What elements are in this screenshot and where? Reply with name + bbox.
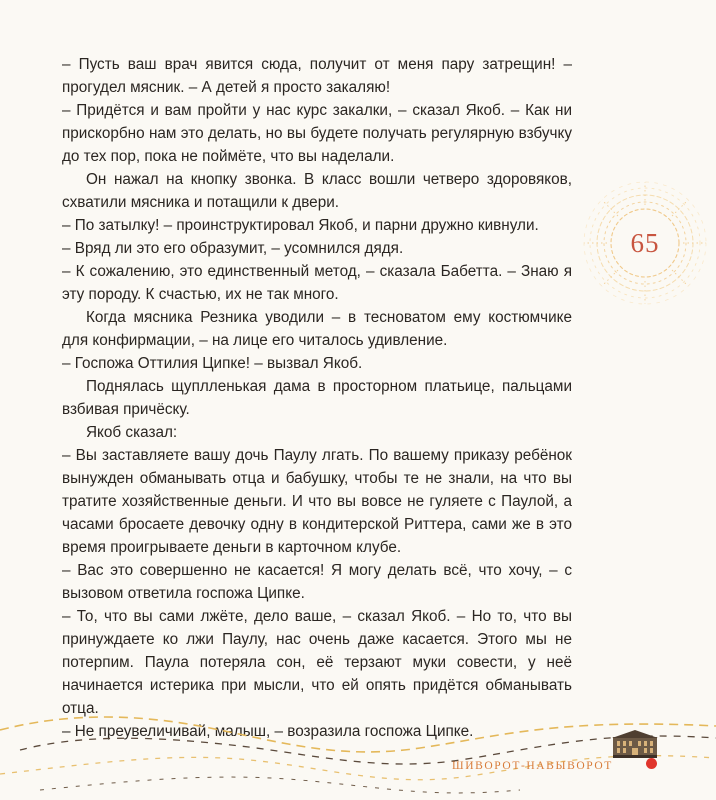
- paragraph: Поднялась щуплленькая дама в просторном платьице, пальцами взбивая причёску.: [62, 378, 572, 418]
- paragraph: – К сожалению, это единственный метод, – сказала Бабетта. – Знаю я эту породу. К счастью, их не так много.: [62, 263, 572, 303]
- building-icon: [612, 730, 658, 758]
- paragraph: – Госпожа Оттилия Ципке! – вызвал Якоб.: [62, 355, 363, 372]
- body-text: [62, 53, 572, 743]
- paragraph: – То, что вы сами лжёте, дело ваше, – сказал Якоб. – Но то, что вы принуждаете ко лжи Паулу, нас очень даже касается. Этого мы не потерпим. Паула потеряла сон, её терзают муки совести, у неё начинается истерика при мысли, что ей опять придётся обманывать отца.: [62, 608, 572, 717]
- wavy-dashed-lines-decoration: [0, 690, 716, 800]
- book-title: ШИВОРОТ-НАВЫВОРОТ: [452, 760, 613, 772]
- paragraph: – Вас это совершенно не касается! Я могу делать всё, что хочу, – с вызовом ответила госпожа Ципке.: [62, 562, 572, 602]
- page-number-badge: [580, 180, 710, 310]
- paragraph: Он нажал на кнопку звонка. В класс вошли четверо здоровяков, схватили мясника и потащили к двери.: [62, 171, 572, 211]
- paragraph: – Не преувеличивай, малыш, – возразила госпожа Ципке.: [62, 723, 474, 740]
- page-number: 65: [630, 228, 660, 258]
- paragraph: – По затылку! – проинструктировал Якоб, и парни дружно кивнули.: [62, 217, 539, 234]
- paragraph: Когда мясника Резника уводили – в тесноватом ему костюмчике для конфирмации, – на лице его читалось удивление.: [62, 309, 572, 349]
- paragraph: – Вряд ли это его образумит, – усомнился дядя.: [62, 240, 404, 257]
- red-dot-decoration: [646, 758, 657, 769]
- paragraph: – Вы заставляете вашу дочь Паулу лгать. По вашему приказу ребёнок вынужден обманывать отца и бабушку, чтобы те не знали, на что вы тратите хозяйственные деньги. И что вы вовсе не гуляете с Паулой, а часами бросаете девочку одну в кондитерской Риттера, сами же в это время проигрываете деньги в карточном клубе.: [62, 447, 572, 556]
- paragraph: Якоб сказал:: [86, 424, 178, 441]
- paragraph: – Придётся и вам пройти у нас курс закалки, – сказал Якоб. – Как ни прискорбно нам это делать, но вы будете получать регулярную взбучку до тех пор, пока не поймёте, что вы наделали.: [62, 102, 572, 165]
- paragraph: – Пусть ваш врач явится сюда, получит от меня пару затрещин! – прогудел мясник. – А детей я просто закаляю!: [62, 56, 572, 96]
